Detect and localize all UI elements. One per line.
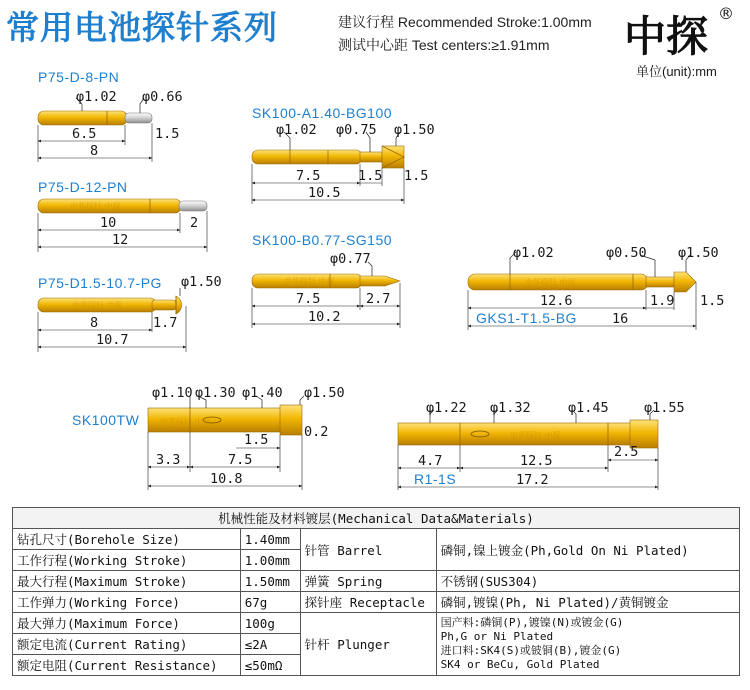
registered-mark: ® <box>718 4 734 23</box>
dim-length: 1.5 <box>244 432 269 448</box>
plunger-head <box>674 272 696 292</box>
dim-length: 1.7 <box>153 315 178 331</box>
plunger-shaft <box>152 300 176 310</box>
property-value: 67g <box>240 592 300 613</box>
property-label: 最大弹力(Maximum Force) <box>13 613 241 634</box>
dim-length: 2.5 <box>614 444 639 460</box>
dim-length: 8 <box>90 315 99 331</box>
dim-diameter: φ1.02 <box>76 89 117 105</box>
property-label: 额定电阻(Current Resistance) <box>13 655 241 676</box>
property-value: ≤50mΩ <box>240 655 300 676</box>
part-number: P75-D-12-PN <box>38 179 128 195</box>
property-label: 工作弹力(Working Force) <box>13 592 241 613</box>
watermark: 中华探针 中探 <box>510 431 561 440</box>
plunger-line: 进口料:SK4(S)或铍铜(B),镀金(G) <box>440 644 622 657</box>
dim-length: 1.5 <box>700 293 725 309</box>
probe-r1-1s <box>398 400 685 490</box>
property-value: 1.50mm <box>240 571 300 592</box>
watermark: 中华探针 中探 <box>525 278 576 287</box>
material-label: 针杆 Plunger <box>300 613 436 676</box>
dim-diameter: φ1.30 <box>195 385 236 401</box>
probe-sk100tw <box>72 385 345 490</box>
dim-length: 10.8 <box>210 471 243 487</box>
dim-length: 0.2 <box>304 424 329 440</box>
dim-diameter: φ0.77 <box>330 251 371 267</box>
dim-length: 6.5 <box>72 126 97 142</box>
part-number: P75-D1.5-10.7-PG <box>38 275 162 291</box>
dim-diameter: φ1.55 <box>644 400 685 416</box>
property-label: 工作行程(Working Stroke) <box>13 550 241 571</box>
barrel <box>252 150 362 164</box>
probe-p75-d-12-pn <box>38 179 207 252</box>
table-row <box>13 571 740 592</box>
property-value: 1.40mm <box>240 529 300 550</box>
watermark: 中华探针 中探 <box>70 202 121 211</box>
dim-length: 12.5 <box>520 453 553 469</box>
part-number: P75-D-8-PN <box>38 69 120 85</box>
dim-diameter: φ1.50 <box>394 122 435 138</box>
plunger-line: 国产料:磷铜(P),镀镍(N)或镀金(G) <box>440 616 624 629</box>
dim-length: 1.5 <box>358 168 383 184</box>
watermark: 中华探针 中探 <box>160 417 211 426</box>
material-value: 不锈钢(SUS304) <box>436 571 739 592</box>
part-number: GKS1-T1.5-BG <box>476 310 577 326</box>
property-value: 100g <box>240 613 300 634</box>
plunger-head <box>176 296 182 314</box>
dim-diameter: φ0.75 <box>336 122 377 138</box>
dim-length: 1.9 <box>650 293 675 309</box>
dim-length: 7.5 <box>228 452 253 468</box>
material-label: 弹簧 Spring <box>300 571 436 592</box>
dim-length: 4.7 <box>418 453 443 469</box>
unit-label: 单位(unit):mm <box>636 64 717 79</box>
page-title: 常用电池探针系列 <box>6 8 278 47</box>
plunger-line: Ph,G or Ni Plated <box>440 630 554 643</box>
receptacle-collar <box>280 405 302 435</box>
material-value: 磷铜,镀镍(Ph, Ni Plated)/黄铜镀金 <box>436 592 739 613</box>
property-label: 最大行程(Maximum Stroke) <box>13 571 241 592</box>
part-number: SK100TW <box>72 412 140 428</box>
watermark: 中华探针 中探 <box>72 301 123 310</box>
dim-length: 7.5 <box>296 168 321 184</box>
dim-diameter: φ1.10 <box>152 385 193 401</box>
watermark: 中华探针 中探 <box>284 277 335 286</box>
dim-length: 17.2 <box>516 472 549 488</box>
probe-p75-d-8-pn <box>38 69 183 162</box>
part-number: R1-1S <box>414 471 457 487</box>
mechanical-data-table <box>12 507 740 676</box>
plunger-tip <box>179 201 207 211</box>
material-value: 磷铜,镍上镀金(Ph,Gold On Ni Plated) <box>436 529 739 571</box>
table-row <box>13 529 740 550</box>
part-number: SK100-A1.40-BG100 <box>252 105 393 121</box>
plunger-line: SK4 or BeCu, Gold Plated <box>440 658 600 671</box>
probe-p75-d15-pg <box>38 274 222 352</box>
property-label: 额定电流(Current Rating) <box>13 634 241 655</box>
dim-diameter: φ1.50 <box>678 245 719 261</box>
test-centers: 测试中心距 Test centers:≥1.91mm <box>338 37 550 53</box>
plunger-material-value <box>436 613 739 676</box>
material-label: 探针座 Receptacle <box>300 592 436 613</box>
table-heading: 机械性能及材料镀层(Mechanical Data&Materials) <box>13 508 740 529</box>
property-value: 1.00mm <box>240 550 300 571</box>
property-label: 钻孔尺寸(Borehole Size) <box>13 529 241 550</box>
plunger-shaft <box>646 277 674 287</box>
dim-length: 1.5 <box>155 126 180 142</box>
dim-length: 10.5 <box>308 185 341 201</box>
dim-diameter: φ0.66 <box>142 89 183 105</box>
dim-length: 1.5 <box>404 168 429 184</box>
dim-length: 16 <box>612 311 629 327</box>
dim-diameter: φ1.50 <box>304 385 345 401</box>
dim-diameter: φ1.40 <box>242 385 283 401</box>
plunger-tip <box>360 276 400 286</box>
plunger-crown <box>382 146 404 168</box>
plunger-shaft <box>360 152 382 162</box>
dim-length: 7.5 <box>296 291 321 307</box>
dim-length: 12.6 <box>540 293 573 309</box>
table-row <box>13 592 740 613</box>
dim-diameter: φ1.32 <box>490 400 531 416</box>
probe-gks1 <box>468 245 724 330</box>
brand-logo: 中探 <box>624 12 709 61</box>
dim-length: 2 <box>190 215 199 231</box>
part-number: SK100-B0.77-SG150 <box>252 232 393 248</box>
table-row <box>13 613 740 634</box>
material-label: 针管 Barrel <box>300 529 436 571</box>
dim-diameter: φ1.22 <box>426 400 467 416</box>
plunger-tip <box>125 113 152 123</box>
dim-diameter: φ0.50 <box>606 245 647 261</box>
dim-length: 2.7 <box>366 291 391 307</box>
probe-sk100-b0 <box>252 232 400 328</box>
dim-length: 10.2 <box>308 309 341 325</box>
dim-length: 12 <box>112 232 129 248</box>
recommended-stroke: 建议行程 Recommended Stroke:1.00mm <box>338 14 592 30</box>
dim-length: 10 <box>100 215 117 231</box>
property-value: ≤2A <box>240 634 300 655</box>
dim-diameter: φ1.02 <box>513 245 554 261</box>
dim-diameter: φ1.45 <box>568 400 609 416</box>
barrel <box>38 111 127 125</box>
dim-length: 8 <box>90 143 99 159</box>
probe-sk100-a1 <box>252 105 435 204</box>
dim-diameter: φ1.02 <box>276 122 317 138</box>
dim-length: 3.3 <box>156 452 181 468</box>
dim-length: 10.7 <box>96 332 129 348</box>
dim-diameter: φ1.50 <box>181 274 222 290</box>
